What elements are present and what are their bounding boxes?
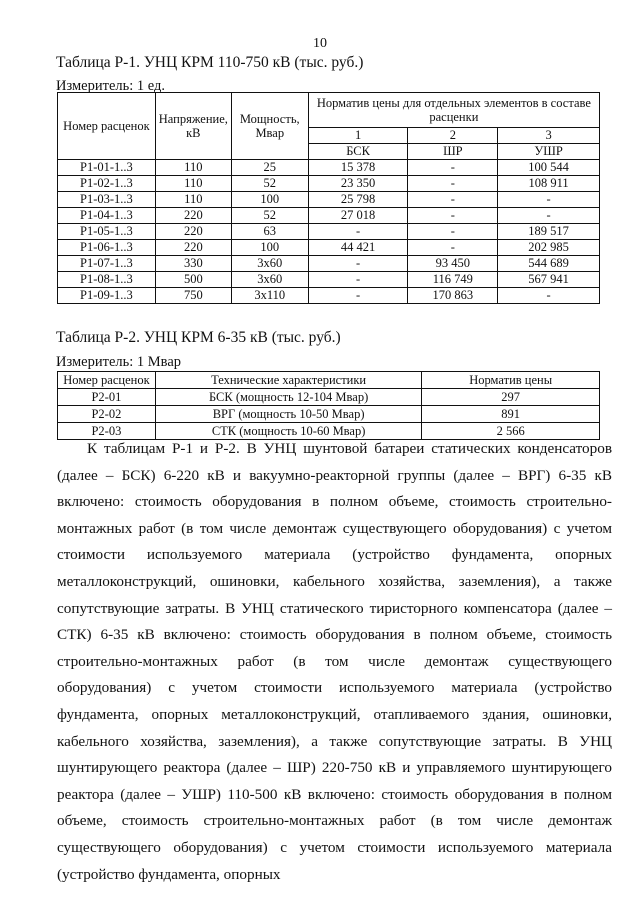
table2-row-code-cell: Р2-03 bbox=[58, 423, 156, 440]
table1-row-shr-cell: - bbox=[408, 240, 498, 256]
table2-row-norm-cell: 891 bbox=[422, 406, 600, 423]
table1-row-ushr-cell: 100 544 bbox=[498, 160, 600, 176]
table1-row-shr-cell: - bbox=[408, 192, 498, 208]
table2-header-spec: Технические характеристики bbox=[155, 372, 421, 389]
table1-row-bsk-cell: 44 421 bbox=[308, 240, 408, 256]
table1-row-code-cell: Р1-04-1..3 bbox=[58, 208, 156, 224]
table1-row-code-cell: Р1-08-1..3 bbox=[58, 272, 156, 288]
table1-header-bsk: БСК bbox=[308, 144, 408, 160]
table1-row-bsk-cell: 25 798 bbox=[308, 192, 408, 208]
table1-row-shr-cell: 116 749 bbox=[408, 272, 498, 288]
table1-row-shr-cell: 170 863 bbox=[408, 288, 498, 304]
table1-header-colnum: 2 bbox=[408, 128, 498, 144]
table1-row-code-cell: Р1-02-1..3 bbox=[58, 176, 156, 192]
table1-row-voltage-cell: 110 bbox=[155, 192, 231, 208]
table2-row bbox=[58, 406, 600, 423]
table1-row-power-cell: 3х60 bbox=[231, 272, 308, 288]
table1-row-shr-cell: 93 450 bbox=[408, 256, 498, 272]
table1-row-code-cell: Р1-01-1..3 bbox=[58, 160, 156, 176]
table2-caption: Таблица Р-2. УНЦ КРМ 6-35 кВ (тыс. руб.) bbox=[56, 329, 341, 346]
table1-row bbox=[58, 192, 600, 208]
table2-row-spec-cell: БСК (мощность 12-104 Мвар) bbox=[155, 389, 421, 406]
table1-row-voltage-cell: 220 bbox=[155, 240, 231, 256]
table1-row-shr-cell: - bbox=[408, 224, 498, 240]
table1-row-voltage-cell: 500 bbox=[155, 272, 231, 288]
page-number: 10 bbox=[313, 36, 327, 51]
table2-row-spec-cell: ВРГ (мощность 10-50 Мвар) bbox=[155, 406, 421, 423]
table1-row-voltage-cell: 750 bbox=[155, 288, 231, 304]
table2 bbox=[57, 371, 600, 440]
table1-header-power: Мощность, Мвар bbox=[231, 93, 308, 160]
table1-row-bsk-cell: 23 350 bbox=[308, 176, 408, 192]
table1-row-shr-cell: - bbox=[408, 176, 498, 192]
table1-row-voltage-cell: 110 bbox=[155, 176, 231, 192]
table1-header-norm-group: Норматив цены для отдельных элементов в составе расценки bbox=[308, 93, 599, 128]
body-paragraph: К таблицам Р-1 и Р-2. В УНЦ шунтовой батареи статических конденсаторов (далее – БСК) 6-220 кВ и вакуумно-реакторной группы (далее – ВРГ) 6-35 кВ включено: стоимость оборудования в полном объеме, стоимость строительно-монтажных работ (в том числе демонтаж существующего оборудования) с учетом стоимости используемого материала (устройство фундамента, опорных металлоконструкций, ошиновки, кабельного хозяйства, заземления), а также сопутствующие затраты. В УНЦ статического тиристорного компенсатора (далее – СТК) 6-35 кВ включено: стоимость оборудования в полном объеме, стоимость строительно-монтажных работ (в том числе демонтаж существующего оборудования) с учетом стоимости используемого материала (устройство фундамента, опорных металлоконструкций, отапливаемого здания, ошиновки, кабельного хозяйства, заземления), а также сопутствующие затраты. В УНЦ шунтирующего реактора (далее – ШР) 220-750 кВ и управляемого шунтирующего реактора (далее – УШР) 110-500 кВ включено: стоимость оборудования в полном объеме, стоимость строительно-монтажных работ (в том числе демонтаж существующего оборудования) с учетом стоимости используемого материала (устройство фундамента, опорных bbox=[57, 440, 612, 883]
table1-row bbox=[58, 272, 600, 288]
table2-row-code-cell: Р2-01 bbox=[58, 389, 156, 406]
table1-row-bsk-cell: - bbox=[308, 288, 408, 304]
table1-row-bsk-cell: 15 378 bbox=[308, 160, 408, 176]
table1-row-bsk-cell: - bbox=[308, 256, 408, 272]
table1-row-shr-cell: - bbox=[408, 160, 498, 176]
table1-row-power-cell: 3х110 bbox=[231, 288, 308, 304]
table1-header-colnum: 1 bbox=[308, 128, 408, 144]
table1-row-voltage-cell: 220 bbox=[155, 208, 231, 224]
table1-row-ushr-cell: 189 517 bbox=[498, 224, 600, 240]
table1-header-code: Номер расценок bbox=[58, 93, 156, 160]
table2-row-norm-cell: 297 bbox=[422, 389, 600, 406]
table1-row bbox=[58, 160, 600, 176]
table1-row-ushr-cell: - bbox=[498, 288, 600, 304]
table1-row-code-cell: Р1-05-1..3 bbox=[58, 224, 156, 240]
table1-row-voltage-cell: 110 bbox=[155, 160, 231, 176]
table2-row bbox=[58, 389, 600, 406]
table1-row-ushr-cell: - bbox=[498, 192, 600, 208]
table1-row-power-cell: 100 bbox=[231, 240, 308, 256]
table1-row-code-cell: Р1-09-1..3 bbox=[58, 288, 156, 304]
table2-header-norm: Норматив цены bbox=[422, 372, 600, 389]
table1-row-voltage-cell: 330 bbox=[155, 256, 231, 272]
table1-header-shr: ШР bbox=[408, 144, 498, 160]
table1-row bbox=[58, 256, 600, 272]
table1-caption: Таблица Р-1. УНЦ КРМ 110-750 кВ (тыс. руб.) bbox=[56, 54, 364, 71]
table1-row-ushr-cell: 544 689 bbox=[498, 256, 600, 272]
table1-header-ushr: УШР bbox=[498, 144, 600, 160]
table1-header-voltage: Напряжение, кВ bbox=[155, 93, 231, 160]
table1-row bbox=[58, 240, 600, 256]
table1-row-power-cell: 52 bbox=[231, 208, 308, 224]
table1-row-code-cell: Р1-07-1..3 bbox=[58, 256, 156, 272]
table1-row-power-cell: 25 bbox=[231, 160, 308, 176]
table2-row-spec-cell: СТК (мощность 10-60 Мвар) bbox=[155, 423, 421, 440]
table1-row bbox=[58, 176, 600, 192]
table1-row bbox=[58, 288, 600, 304]
table2-header-code: Номер расценок bbox=[58, 372, 156, 389]
table1-row bbox=[58, 208, 600, 224]
table1-row-bsk-cell: 27 018 bbox=[308, 208, 408, 224]
table1-row-ushr-cell: 108 911 bbox=[498, 176, 600, 192]
table2-unit: Измеритель: 1 Мвар bbox=[56, 354, 181, 370]
table1-row-ushr-cell: 567 941 bbox=[498, 272, 600, 288]
table2-row-code-cell: Р2-02 bbox=[58, 406, 156, 423]
table1-row-power-cell: 3х60 bbox=[231, 256, 308, 272]
table1-row-ushr-cell: 202 985 bbox=[498, 240, 600, 256]
table1-row bbox=[58, 224, 600, 240]
table1-row-bsk-cell: - bbox=[308, 224, 408, 240]
table1-header-colnum: 3 bbox=[498, 128, 600, 144]
table1-row-power-cell: 63 bbox=[231, 224, 308, 240]
table1-row-ushr-cell: - bbox=[498, 208, 600, 224]
table1-unit: Измеритель: 1 ед. bbox=[56, 78, 166, 94]
table1-row-power-cell: 100 bbox=[231, 192, 308, 208]
table1-row-shr-cell: - bbox=[408, 208, 498, 224]
table1-row-bsk-cell: - bbox=[308, 272, 408, 288]
table1-row-code-cell: Р1-03-1..3 bbox=[58, 192, 156, 208]
table1-row-voltage-cell: 220 bbox=[155, 224, 231, 240]
table1-row-code-cell: Р1-06-1..3 bbox=[58, 240, 156, 256]
table2-row-norm-cell: 2 566 bbox=[422, 423, 600, 440]
table1 bbox=[57, 92, 600, 304]
table1-row-power-cell: 52 bbox=[231, 176, 308, 192]
